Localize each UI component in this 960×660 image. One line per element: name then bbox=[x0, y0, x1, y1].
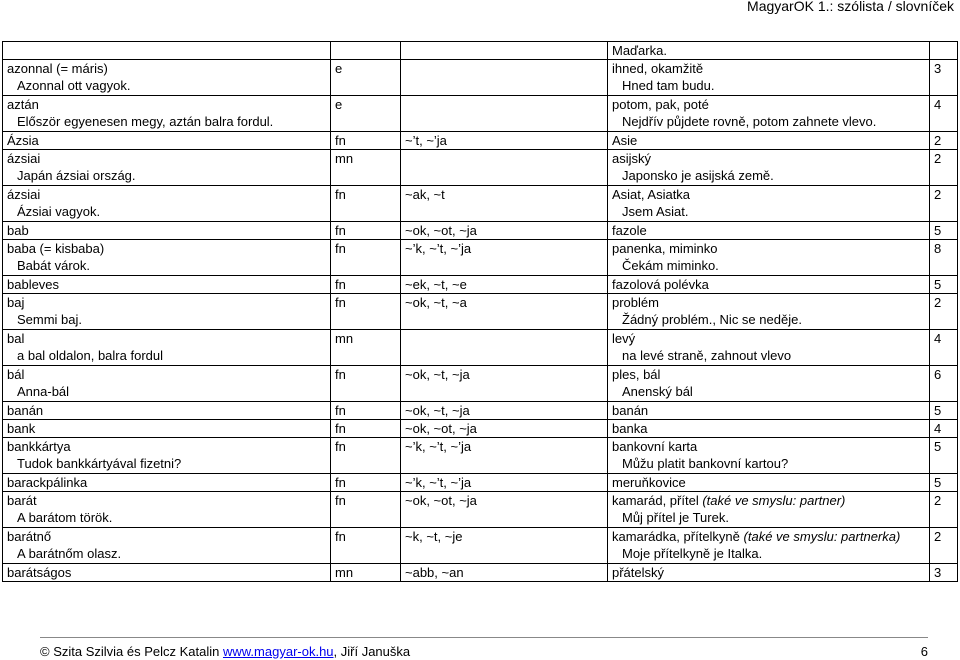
forms-cell bbox=[401, 330, 608, 365]
type-cell-text: fn bbox=[335, 241, 346, 256]
entry-cell bbox=[3, 366, 331, 401]
entry-cell bbox=[3, 564, 331, 581]
type-cell-text: fn bbox=[335, 367, 346, 382]
type-cell bbox=[331, 438, 401, 473]
forms-cell-text: ~’k, ~’t, ~’ja bbox=[405, 241, 472, 256]
translation-cell-text: Asie bbox=[612, 133, 638, 148]
type-cell bbox=[331, 366, 401, 401]
chapter-cell bbox=[930, 132, 957, 149]
entry-cell-example: Először egyenesen megy, aztán balra fordul. bbox=[17, 114, 274, 129]
forms-cell bbox=[401, 96, 608, 131]
translation-cell-text: asijský bbox=[612, 151, 652, 166]
translation-cell-text: Maďarka. bbox=[612, 43, 667, 58]
chapter-cell-text: 3 bbox=[934, 565, 942, 580]
chapter-cell-text: 5 bbox=[934, 277, 942, 292]
translation-cell-text: kamarádka, přítelkyně bbox=[612, 529, 740, 544]
entry-cell-example: a bal oldalon, balra fordul bbox=[17, 348, 163, 363]
entry-cell-text: barackpálinka bbox=[7, 475, 88, 490]
entry-cell bbox=[3, 420, 331, 437]
website-link[interactable]: www.magyar-ok.hu bbox=[222, 644, 334, 659]
translation-cell-text: meruňkovice bbox=[612, 475, 686, 490]
entry-cell bbox=[3, 42, 331, 59]
entry-cell bbox=[3, 294, 331, 329]
table-row bbox=[3, 474, 957, 492]
forms-cell-text: ~ok, ~t, ~ja bbox=[405, 403, 470, 418]
type-cell bbox=[331, 474, 401, 491]
type-cell-text: fn bbox=[335, 529, 346, 544]
table-row bbox=[3, 438, 957, 474]
translation-cell-example: Japonsko je asijská země. bbox=[622, 168, 774, 183]
entry-cell-text: banán bbox=[7, 403, 44, 418]
page-footer bbox=[40, 637, 928, 660]
chapter-cell-text: 2 bbox=[934, 493, 942, 508]
table-row bbox=[3, 492, 957, 528]
type-cell bbox=[331, 294, 401, 329]
entry-cell-example: Azonnal ott vagyok. bbox=[17, 78, 131, 93]
entry-cell-text: bableves bbox=[7, 277, 60, 292]
table-row bbox=[3, 294, 957, 330]
chapter-cell-text: 5 bbox=[934, 475, 942, 490]
translation-cell bbox=[608, 366, 930, 401]
entry-cell-example: Anna-bál bbox=[17, 384, 70, 399]
translation-cell bbox=[608, 60, 930, 95]
translation-note: (také ve smyslu: partner) bbox=[702, 493, 846, 508]
forms-cell bbox=[401, 366, 608, 401]
type-cell bbox=[331, 186, 401, 221]
entry-cell-example: Japán ázsiai ország. bbox=[17, 168, 136, 183]
table-row bbox=[3, 96, 957, 132]
translation-cell-example: Žádný problém., Nic se neděje. bbox=[622, 312, 802, 327]
table-row bbox=[3, 150, 957, 186]
translation-cell-text: banka bbox=[612, 421, 648, 436]
translation-cell-text: panenka, miminko bbox=[612, 241, 718, 256]
forms-cell bbox=[401, 402, 608, 419]
type-cell-text: fn bbox=[335, 475, 346, 490]
table-row bbox=[3, 186, 957, 222]
type-cell-text: e bbox=[335, 61, 343, 76]
entry-cell bbox=[3, 474, 331, 491]
entry-cell-example: Tudok bankkártyával fizetni? bbox=[17, 456, 182, 471]
forms-cell-text: ~abb, ~an bbox=[405, 565, 464, 580]
entry-cell bbox=[3, 96, 331, 131]
translation-cell-example: Můžu platit bankovní kartou? bbox=[622, 456, 789, 471]
chapter-cell bbox=[930, 222, 957, 239]
translation-cell bbox=[608, 240, 930, 275]
table-row bbox=[3, 564, 957, 582]
type-cell bbox=[331, 222, 401, 239]
entry-cell-text: bank bbox=[7, 421, 36, 436]
forms-cell bbox=[401, 186, 608, 221]
type-cell bbox=[331, 240, 401, 275]
entry-cell-text: ázsiai bbox=[7, 187, 41, 202]
table-row bbox=[3, 402, 957, 420]
chapter-cell bbox=[930, 60, 957, 95]
type-cell bbox=[331, 132, 401, 149]
translation-cell bbox=[608, 276, 930, 293]
chapter-cell-text: 2 bbox=[934, 295, 942, 310]
chapter-cell bbox=[930, 42, 957, 59]
forms-cell-text: ~ak, ~t bbox=[405, 187, 445, 202]
entry-cell bbox=[3, 150, 331, 185]
chapter-cell bbox=[930, 564, 957, 581]
table-row bbox=[3, 528, 957, 564]
type-cell-text: fn bbox=[335, 133, 346, 148]
translation-cell bbox=[608, 222, 930, 239]
chapter-cell bbox=[930, 366, 957, 401]
table-row bbox=[3, 42, 957, 60]
footer-coauthor: , Jiří Januška bbox=[333, 644, 411, 659]
chapter-cell-text: 6 bbox=[934, 367, 942, 382]
type-cell-text: fn bbox=[335, 187, 346, 202]
entry-cell-text: barátságos bbox=[7, 565, 72, 580]
translation-cell-example: Moje přítelkyně je Italka. bbox=[622, 546, 763, 561]
type-cell bbox=[331, 42, 401, 59]
translation-cell-text: ihned, okamžitě bbox=[612, 61, 704, 76]
translation-cell-text: problém bbox=[612, 295, 659, 310]
translation-cell-text: kamarád, přítel bbox=[612, 493, 699, 508]
chapter-cell bbox=[930, 186, 957, 221]
chapter-cell bbox=[930, 276, 957, 293]
type-cell-text: fn bbox=[335, 421, 346, 436]
translation-cell-example: Čekám miminko. bbox=[622, 258, 719, 273]
type-cell bbox=[331, 96, 401, 131]
forms-cell-text: ~ok, ~t, ~a bbox=[405, 295, 467, 310]
chapter-cell bbox=[930, 294, 957, 329]
type-cell-text: fn bbox=[335, 223, 346, 238]
chapter-cell bbox=[930, 528, 957, 563]
translation-cell-text: levý bbox=[612, 331, 636, 346]
chapter-cell bbox=[930, 402, 957, 419]
translation-note: (také ve smyslu: partnerka) bbox=[743, 529, 901, 544]
forms-cell-text: ~’k, ~’t, ~’ja bbox=[405, 475, 472, 490]
translation-cell-text: bankovní karta bbox=[612, 439, 698, 454]
entry-cell bbox=[3, 330, 331, 365]
forms-cell bbox=[401, 276, 608, 293]
entry-cell-text: bál bbox=[7, 367, 25, 382]
translation-cell bbox=[608, 402, 930, 419]
forms-cell bbox=[401, 240, 608, 275]
type-cell bbox=[331, 150, 401, 185]
chapter-cell bbox=[930, 96, 957, 131]
table-row bbox=[3, 240, 957, 276]
entry-cell-example: A barátnőm olasz. bbox=[17, 546, 122, 561]
type-cell bbox=[331, 528, 401, 563]
chapter-cell bbox=[930, 330, 957, 365]
type-cell-text: fn bbox=[335, 403, 346, 418]
chapter-cell bbox=[930, 474, 957, 491]
forms-cell bbox=[401, 132, 608, 149]
forms-cell-text: ~’k, ~’t, ~’ja bbox=[405, 439, 472, 454]
chapter-cell bbox=[930, 492, 957, 527]
type-cell bbox=[331, 420, 401, 437]
entry-cell-example: Babát várok. bbox=[17, 258, 90, 273]
type-cell bbox=[331, 60, 401, 95]
translation-cell bbox=[608, 528, 930, 563]
entry-cell bbox=[3, 276, 331, 293]
forms-cell bbox=[401, 528, 608, 563]
entry-cell-example: Ázsiai vagyok. bbox=[17, 204, 101, 219]
forms-cell-text: ~ek, ~t, ~e bbox=[405, 277, 467, 292]
forms-cell bbox=[401, 492, 608, 527]
table-row bbox=[3, 60, 957, 96]
type-cell-text: fn bbox=[335, 439, 346, 454]
entry-cell bbox=[3, 222, 331, 239]
translation-cell-example: Nejdřív půjdete rovně, potom zahnete vlevo. bbox=[622, 114, 877, 129]
type-cell-text: fn bbox=[335, 295, 346, 310]
entry-cell bbox=[3, 492, 331, 527]
table-row bbox=[3, 420, 957, 438]
entry-cell bbox=[3, 60, 331, 95]
type-cell-text: mn bbox=[335, 331, 354, 346]
entry-cell-example: A barátom török. bbox=[17, 510, 113, 525]
type-cell bbox=[331, 564, 401, 581]
type-cell bbox=[331, 402, 401, 419]
chapter-cell-text: 2 bbox=[934, 151, 942, 166]
forms-cell bbox=[401, 474, 608, 491]
chapter-cell-text: 4 bbox=[934, 421, 942, 436]
translation-cell-text: potom, pak, poté bbox=[612, 97, 709, 112]
forms-cell bbox=[401, 60, 608, 95]
type-cell-text: mn bbox=[335, 565, 354, 580]
entry-cell-text: baj bbox=[7, 295, 25, 310]
forms-cell-text: ~ok, ~ot, ~ja bbox=[405, 223, 477, 238]
forms-cell bbox=[401, 150, 608, 185]
translation-cell bbox=[608, 42, 930, 59]
chapter-cell bbox=[930, 420, 957, 437]
translation-cell bbox=[608, 294, 930, 329]
table-row bbox=[3, 366, 957, 402]
entry-cell-text: baba (= kisbaba) bbox=[7, 241, 105, 256]
table-row bbox=[3, 330, 957, 366]
entry-cell-text: azonnal (= máris) bbox=[7, 61, 108, 76]
translation-cell-text: přátelský bbox=[612, 565, 665, 580]
chapter-cell-text: 4 bbox=[934, 97, 942, 112]
chapter-cell bbox=[930, 240, 957, 275]
entry-cell bbox=[3, 132, 331, 149]
translation-cell-example: Anenský bál bbox=[622, 384, 693, 399]
entry-cell bbox=[3, 186, 331, 221]
footer-authors: © Szita Szilvia és Pelcz Katalin bbox=[40, 644, 223, 659]
translation-cell-example: Můj přítel je Turek. bbox=[622, 510, 729, 525]
type-cell-text: fn bbox=[335, 493, 346, 508]
entry-cell-text: ázsiai bbox=[7, 151, 41, 166]
translation-cell-text: fazole bbox=[612, 223, 647, 238]
forms-cell bbox=[401, 42, 608, 59]
chapter-cell-text: 8 bbox=[934, 241, 942, 256]
translation-cell-text: fazolová polévka bbox=[612, 277, 709, 292]
type-cell bbox=[331, 276, 401, 293]
entry-cell bbox=[3, 402, 331, 419]
translation-cell-text: Asiat, Asiatka bbox=[612, 187, 691, 202]
type-cell bbox=[331, 330, 401, 365]
table-row bbox=[3, 222, 957, 240]
page-number: 6 bbox=[920, 644, 928, 659]
chapter-cell-text: 3 bbox=[934, 61, 942, 76]
table-row bbox=[3, 132, 957, 150]
entry-cell-text: Ázsia bbox=[7, 133, 39, 148]
translation-cell bbox=[608, 474, 930, 491]
type-cell bbox=[331, 492, 401, 527]
forms-cell-text: ~k, ~t, ~je bbox=[405, 529, 463, 544]
chapter-cell-text: 4 bbox=[934, 331, 942, 346]
translation-cell-text: banán bbox=[612, 403, 649, 418]
forms-cell bbox=[401, 222, 608, 239]
entry-cell bbox=[3, 438, 331, 473]
chapter-cell-text: 5 bbox=[934, 403, 942, 418]
translation-cell bbox=[608, 438, 930, 473]
translation-cell bbox=[608, 150, 930, 185]
entry-cell-text: bab bbox=[7, 223, 29, 238]
chapter-cell-text: 2 bbox=[934, 133, 942, 148]
entry-cell-text: bal bbox=[7, 331, 25, 346]
type-cell-text: fn bbox=[335, 277, 346, 292]
chapter-cell-text: 5 bbox=[934, 223, 942, 238]
entry-cell-text: aztán bbox=[7, 97, 39, 112]
chapter-cell-text: 2 bbox=[934, 529, 942, 544]
translation-cell-example: Hned tam budu. bbox=[622, 78, 715, 93]
translation-cell bbox=[608, 420, 930, 437]
entry-cell-text: barátnő bbox=[7, 529, 52, 544]
forms-cell bbox=[401, 294, 608, 329]
translation-cell-example: na levé straně, zahnout vlevo bbox=[622, 348, 792, 363]
vocabulary-table bbox=[2, 41, 958, 582]
translation-cell bbox=[608, 132, 930, 149]
translation-cell bbox=[608, 564, 930, 581]
forms-cell-text: ~’t, ~’ja bbox=[405, 133, 447, 148]
entry-cell-text: barát bbox=[7, 493, 37, 508]
forms-cell bbox=[401, 564, 608, 581]
translation-cell bbox=[608, 186, 930, 221]
entry-cell bbox=[3, 240, 331, 275]
type-cell-text: mn bbox=[335, 151, 354, 166]
type-cell-text: e bbox=[335, 97, 343, 112]
translation-cell bbox=[608, 330, 930, 365]
forms-cell-text: ~ok, ~ot, ~ja bbox=[405, 421, 477, 436]
chapter-cell bbox=[930, 150, 957, 185]
table-row bbox=[3, 276, 957, 294]
page-header: MagyarOK 1.: szólista / slovníček bbox=[747, 0, 954, 14]
entry-cell-example: Semmi baj. bbox=[17, 312, 83, 327]
forms-cell bbox=[401, 438, 608, 473]
chapter-cell-text: 5 bbox=[934, 439, 942, 454]
forms-cell-text: ~ok, ~t, ~ja bbox=[405, 367, 470, 382]
entry-cell bbox=[3, 528, 331, 563]
translation-cell bbox=[608, 96, 930, 131]
entry-cell-text: bankkártya bbox=[7, 439, 71, 454]
translation-cell bbox=[608, 492, 930, 527]
forms-cell bbox=[401, 420, 608, 437]
translation-cell-text: ples, bál bbox=[612, 367, 661, 382]
footer-credits bbox=[40, 644, 410, 659]
chapter-cell bbox=[930, 438, 957, 473]
forms-cell-text: ~ok, ~ot, ~ja bbox=[405, 493, 477, 508]
chapter-cell-text: 2 bbox=[934, 187, 942, 202]
translation-cell-example: Jsem Asiat. bbox=[622, 204, 689, 219]
